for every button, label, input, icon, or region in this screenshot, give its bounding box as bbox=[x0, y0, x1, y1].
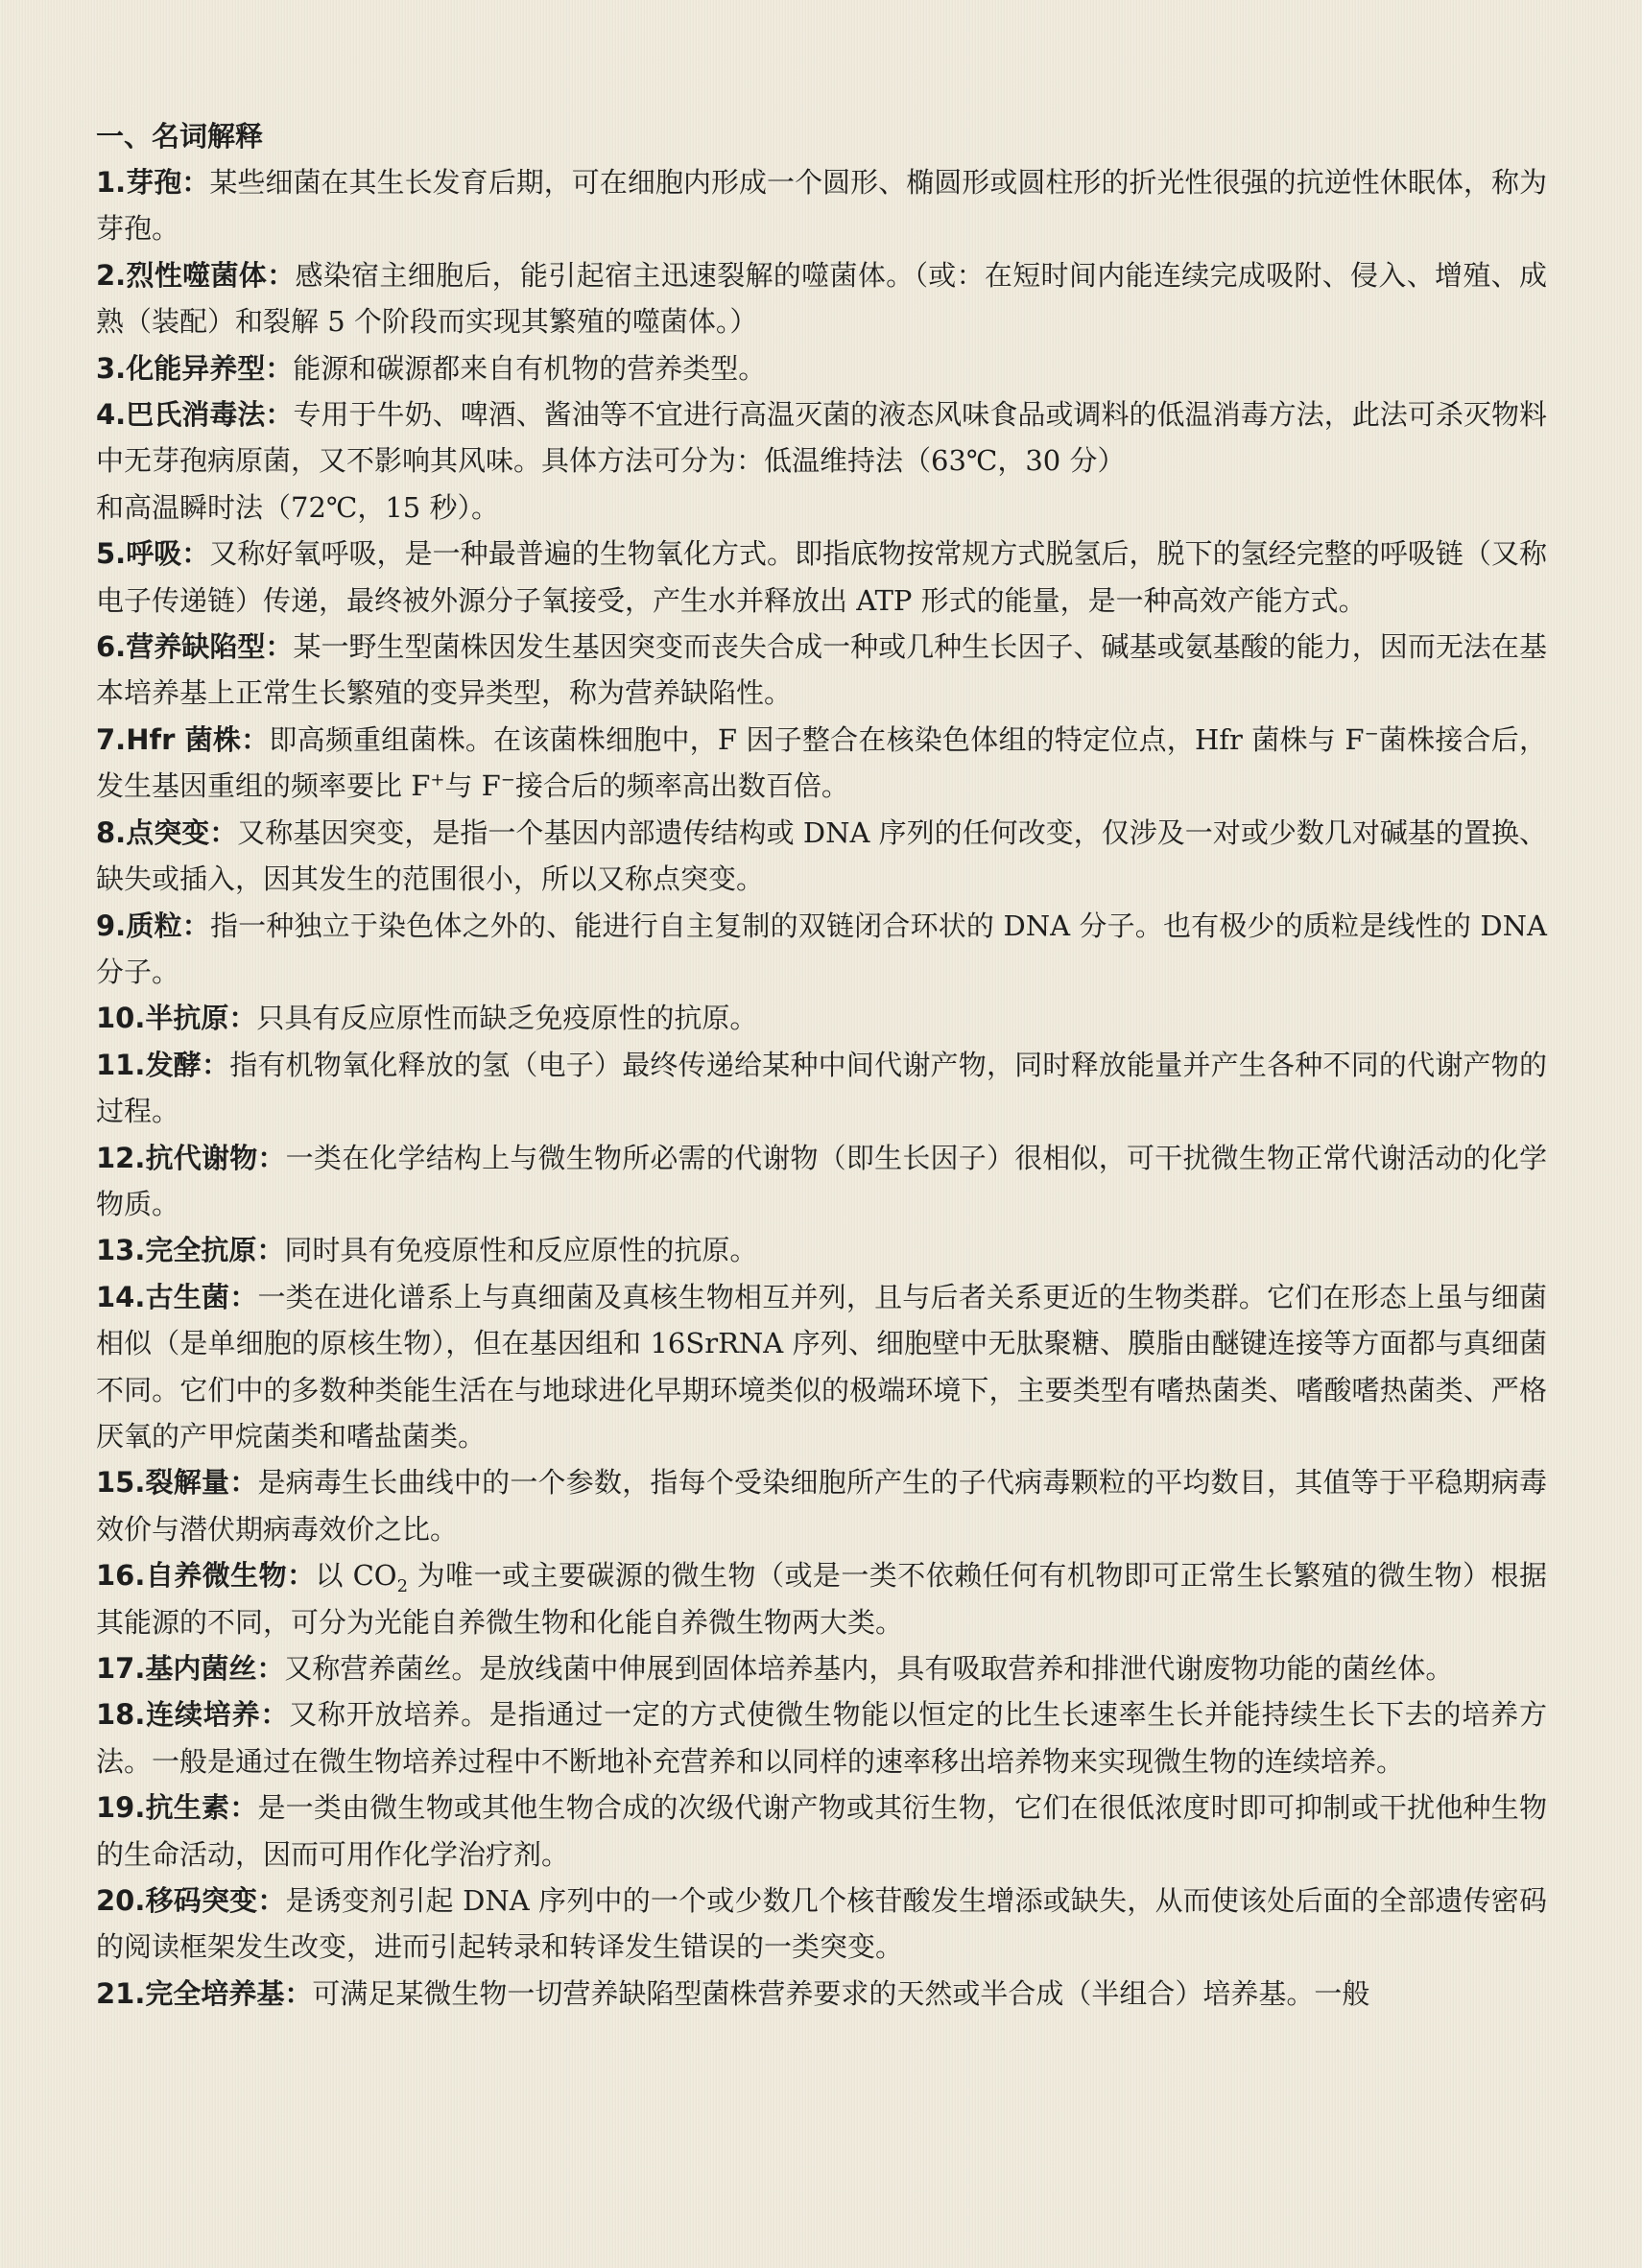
entry-number: 18. bbox=[96, 1698, 146, 1732]
entry-term: 完全抗原： bbox=[145, 1234, 285, 1267]
entry-number: 20. bbox=[96, 1884, 146, 1918]
entry-definition: 即高频重组菌株。在该菌株细胞中，F 因子整合在核染色体组的特定位点，Hfr 菌株与 F bbox=[269, 722, 1365, 756]
entry-definition: 又称开放培养。是指通过一定的方式使微生物能以恒定的比生长速率生长并能持续生长下去的培养方法。一般是通过在微生物培养过程中不断地补充营养和以同样的速率移出培养物来实现微生物的连续培养。 bbox=[96, 1698, 1547, 1778]
entry-11 bbox=[96, 1042, 1547, 1135]
entry-number: 11. bbox=[96, 1048, 146, 1081]
entry-term: 烈性噬菌体： bbox=[126, 258, 296, 292]
entry-definition: 某一野生型菌株因发生基因突变而丧失合成一种或几种生长因子、碱基或氨基酸的能力，因而无法在基本培养基上正常生长繁殖的变异类型，称为营养缺陷性。 bbox=[96, 630, 1547, 710]
entry-term: 裂解量： bbox=[145, 1466, 258, 1500]
entry-7 bbox=[96, 717, 1547, 810]
entry-term: 点突变： bbox=[126, 815, 238, 849]
entry-definition: 是诱变剂引起 DNA 序列中的一个或少数几个核苷酸发生增添或缺失，从而使该处后面的全部遗传密码的阅读框架发生改变，进而引起转录和转译发生错误的一类突变。 bbox=[96, 1884, 1547, 1964]
entry-21 bbox=[96, 1971, 1547, 2017]
entry-term: 呼吸： bbox=[126, 537, 210, 571]
superscript-minus: − bbox=[500, 769, 515, 791]
entry-term: 半抗原： bbox=[145, 1002, 257, 1035]
entry-5 bbox=[96, 531, 1547, 624]
entry-definition: 专用于牛奶、啤酒、酱油等不宜进行高温灭菌的液态风味食品或调料的低温消毒方法，此法可杀灭物料中无芽孢病原菌，又不影响其风味。具体方法可分为：低温维持法（63℃，30 分） bbox=[96, 398, 1547, 478]
entry-term: 质粒： bbox=[126, 909, 210, 942]
entry-number: 2. bbox=[96, 258, 127, 292]
entry-definition: 以 CO bbox=[315, 1559, 397, 1593]
entry-definition: 一类在进化谱系上与真细菌及真核生物相互并列，且与后者关系更近的生物类群。它们在形态上虽与细菌相似（是单细胞的原核生物），但在基因组和 16SrRNA 序列、细胞壁中无肽聚糖、膜脂由醚键连接等方面都与真细菌不同。它们中的多数种类能生活在与地球进化早期环境类似的极端环境下，主要类型有嗜热菌类、嗜酸嗜热菌类、严格厌氧的产甲烷菌类和嗜盐菌类。 bbox=[96, 1280, 1547, 1453]
entry-number: 16. bbox=[96, 1559, 146, 1593]
entry-term: Hfr 菌株： bbox=[126, 722, 270, 756]
entry-15 bbox=[96, 1459, 1547, 1552]
entry-20 bbox=[96, 1878, 1547, 1971]
entry-16 bbox=[96, 1552, 1547, 1645]
entry-number: 6. bbox=[96, 630, 127, 664]
entry-definition: 菌株接合后，发生基因重组的频率要比 F bbox=[96, 722, 1547, 803]
entry-3 bbox=[96, 345, 1547, 391]
entry-10 bbox=[96, 995, 1547, 1041]
superscript-plus: + bbox=[430, 769, 445, 791]
entry-number: 8. bbox=[96, 815, 127, 849]
entry-definition: 接合后的频率高出数百倍。 bbox=[514, 769, 849, 803]
entry-definition: 为唯一或主要碳源的微生物（或是一类不依赖任何有机物即可正常生长繁殖的微生物）根据其能源的不同，可分为光能自养微生物和化能自养微生物两大类。 bbox=[96, 1559, 1547, 1639]
entry-12 bbox=[96, 1135, 1547, 1228]
entry-definition-continued: 和高温瞬时法（72℃，15 秒）。 bbox=[96, 490, 499, 524]
entry-19 bbox=[96, 1784, 1547, 1878]
entry-4 bbox=[96, 391, 1547, 531]
entry-number: 19. bbox=[96, 1791, 146, 1825]
entry-term: 连续培养： bbox=[145, 1698, 290, 1732]
entry-definition: 指有机物氧化释放的氢（电子）最终传递给某种中间代谢产物，同时释放能量并产生各种不同的代谢产物的过程。 bbox=[96, 1048, 1547, 1128]
entry-1 bbox=[96, 159, 1547, 252]
entry-17 bbox=[96, 1645, 1547, 1691]
entry-definition: 是一类由微生物或其他生物合成的次级代谢产物或其衍生物，它们在很低浓度时即可抑制或干扰他种生物的生命活动，因而可用作化学治疗剂。 bbox=[96, 1791, 1547, 1871]
entry-number: 15. bbox=[96, 1466, 146, 1500]
entry-number: 9. bbox=[96, 909, 127, 942]
entry-term: 抗代谢物： bbox=[145, 1141, 286, 1174]
entry-13 bbox=[96, 1227, 1547, 1273]
entry-term: 完全培养基： bbox=[145, 1976, 313, 2010]
entry-2 bbox=[96, 252, 1547, 345]
entry-definition: 某些细菌在其生长发育后期，可在细胞内形成一个圆形、椭圆形或圆柱形的折光性很强的抗逆性休眠体，称为芽孢。 bbox=[96, 166, 1547, 246]
entry-6 bbox=[96, 624, 1547, 717]
entry-term: 化能异养型： bbox=[126, 351, 294, 385]
entry-number: 12. bbox=[96, 1141, 146, 1174]
entry-term: 古生菌： bbox=[145, 1280, 258, 1313]
entry-term: 营养缺陷型： bbox=[126, 630, 294, 664]
entry-18 bbox=[96, 1691, 1547, 1784]
entry-term: 芽孢： bbox=[126, 166, 210, 199]
entry-term: 基内菌丝： bbox=[145, 1652, 285, 1685]
entry-definition: 是病毒生长曲线中的一个参数，指每个受染细胞所产生的子代病毒颗粒的平均数目，其值等于平稳期病毒效价与潜伏期病毒效价之比。 bbox=[96, 1466, 1547, 1546]
section-title: 一、名词解释 bbox=[96, 120, 264, 153]
entry-definition: 可满足某微生物一切营养缺陷型菌株营养要求的天然或半合成（半组合）培养基。一般 bbox=[312, 1976, 1370, 2010]
entry-number: 21. bbox=[96, 1976, 146, 2010]
entry-definition: 又称营养菌丝。是放线菌中伸展到固体培养基内，具有吸取营养和排泄代谢废物功能的菌丝体。 bbox=[284, 1652, 1454, 1685]
entry-term: 巴氏消毒法： bbox=[126, 398, 294, 432]
entry-definition: 又称基因突变，是指一个基因内部遗传结构或 DNA 序列的任何改变，仅涉及一对或少数几对碱基的置换、缺失或插入，因其发生的范围很小，所以又称点突变。 bbox=[96, 815, 1547, 896]
entry-definition: 感染宿主细胞后，能引起宿主迅速裂解的噬菌体。（或：在短时间内能连续完成吸附、侵入、增殖、成熟（装配）和裂解 5 个阶段而实现其繁殖的噬菌体。） bbox=[96, 258, 1547, 339]
entry-number: 14. bbox=[96, 1280, 146, 1313]
entry-definition: 同时具有免疫原性和反应原性的抗原。 bbox=[284, 1234, 758, 1267]
entry-number: 10. bbox=[96, 1002, 146, 1035]
entry-number: 17. bbox=[96, 1652, 146, 1685]
entry-definition: 与 F bbox=[444, 769, 501, 803]
document-page bbox=[96, 113, 1547, 2017]
entry-number: 5. bbox=[96, 537, 127, 571]
entry-definition: 一类在化学结构上与微生物所必需的代谢物（即生长因子）很相似，可干扰微生物正常代谢活动的化学物质。 bbox=[96, 1141, 1547, 1220]
entry-term: 移码突变： bbox=[145, 1884, 286, 1918]
entry-number: 3. bbox=[96, 351, 127, 385]
entry-9 bbox=[96, 903, 1547, 996]
entry-8 bbox=[96, 810, 1547, 903]
entry-definition: 只具有反应原性而缺乏免疫原性的抗原。 bbox=[256, 1002, 758, 1035]
entry-number: 7. bbox=[96, 722, 127, 756]
subscript-two: 2 bbox=[396, 1575, 409, 1596]
entry-number: 13. bbox=[96, 1234, 146, 1267]
superscript-minus: − bbox=[1364, 723, 1379, 744]
entry-term: 自养微生物： bbox=[145, 1559, 316, 1593]
entry-definition: 能源和碳源都来自有机物的营养类型。 bbox=[293, 351, 767, 385]
entry-term: 抗生素： bbox=[145, 1791, 258, 1825]
entry-number: 4. bbox=[96, 398, 127, 432]
entry-14 bbox=[96, 1274, 1547, 1460]
entry-number: 1. bbox=[96, 166, 127, 199]
entry-term: 发酵： bbox=[145, 1048, 230, 1081]
entry-definition: 指一种独立于染色体之外的、能进行自主复制的双链闭合环状的 DNA 分子。也有极少的质粒是线性的 DNA 分子。 bbox=[96, 909, 1547, 988]
entry-definition: 又称好氧呼吸，是一种最普遍的生物氧化方式。即指底物按常规方式脱氢后，脱下的氢经完整的呼吸链（又称电子传递链）传递，最终被外源分子氧接受，产生水并释放出 ATP 形式的能量，是一种高效产能方式。 bbox=[96, 537, 1547, 617]
